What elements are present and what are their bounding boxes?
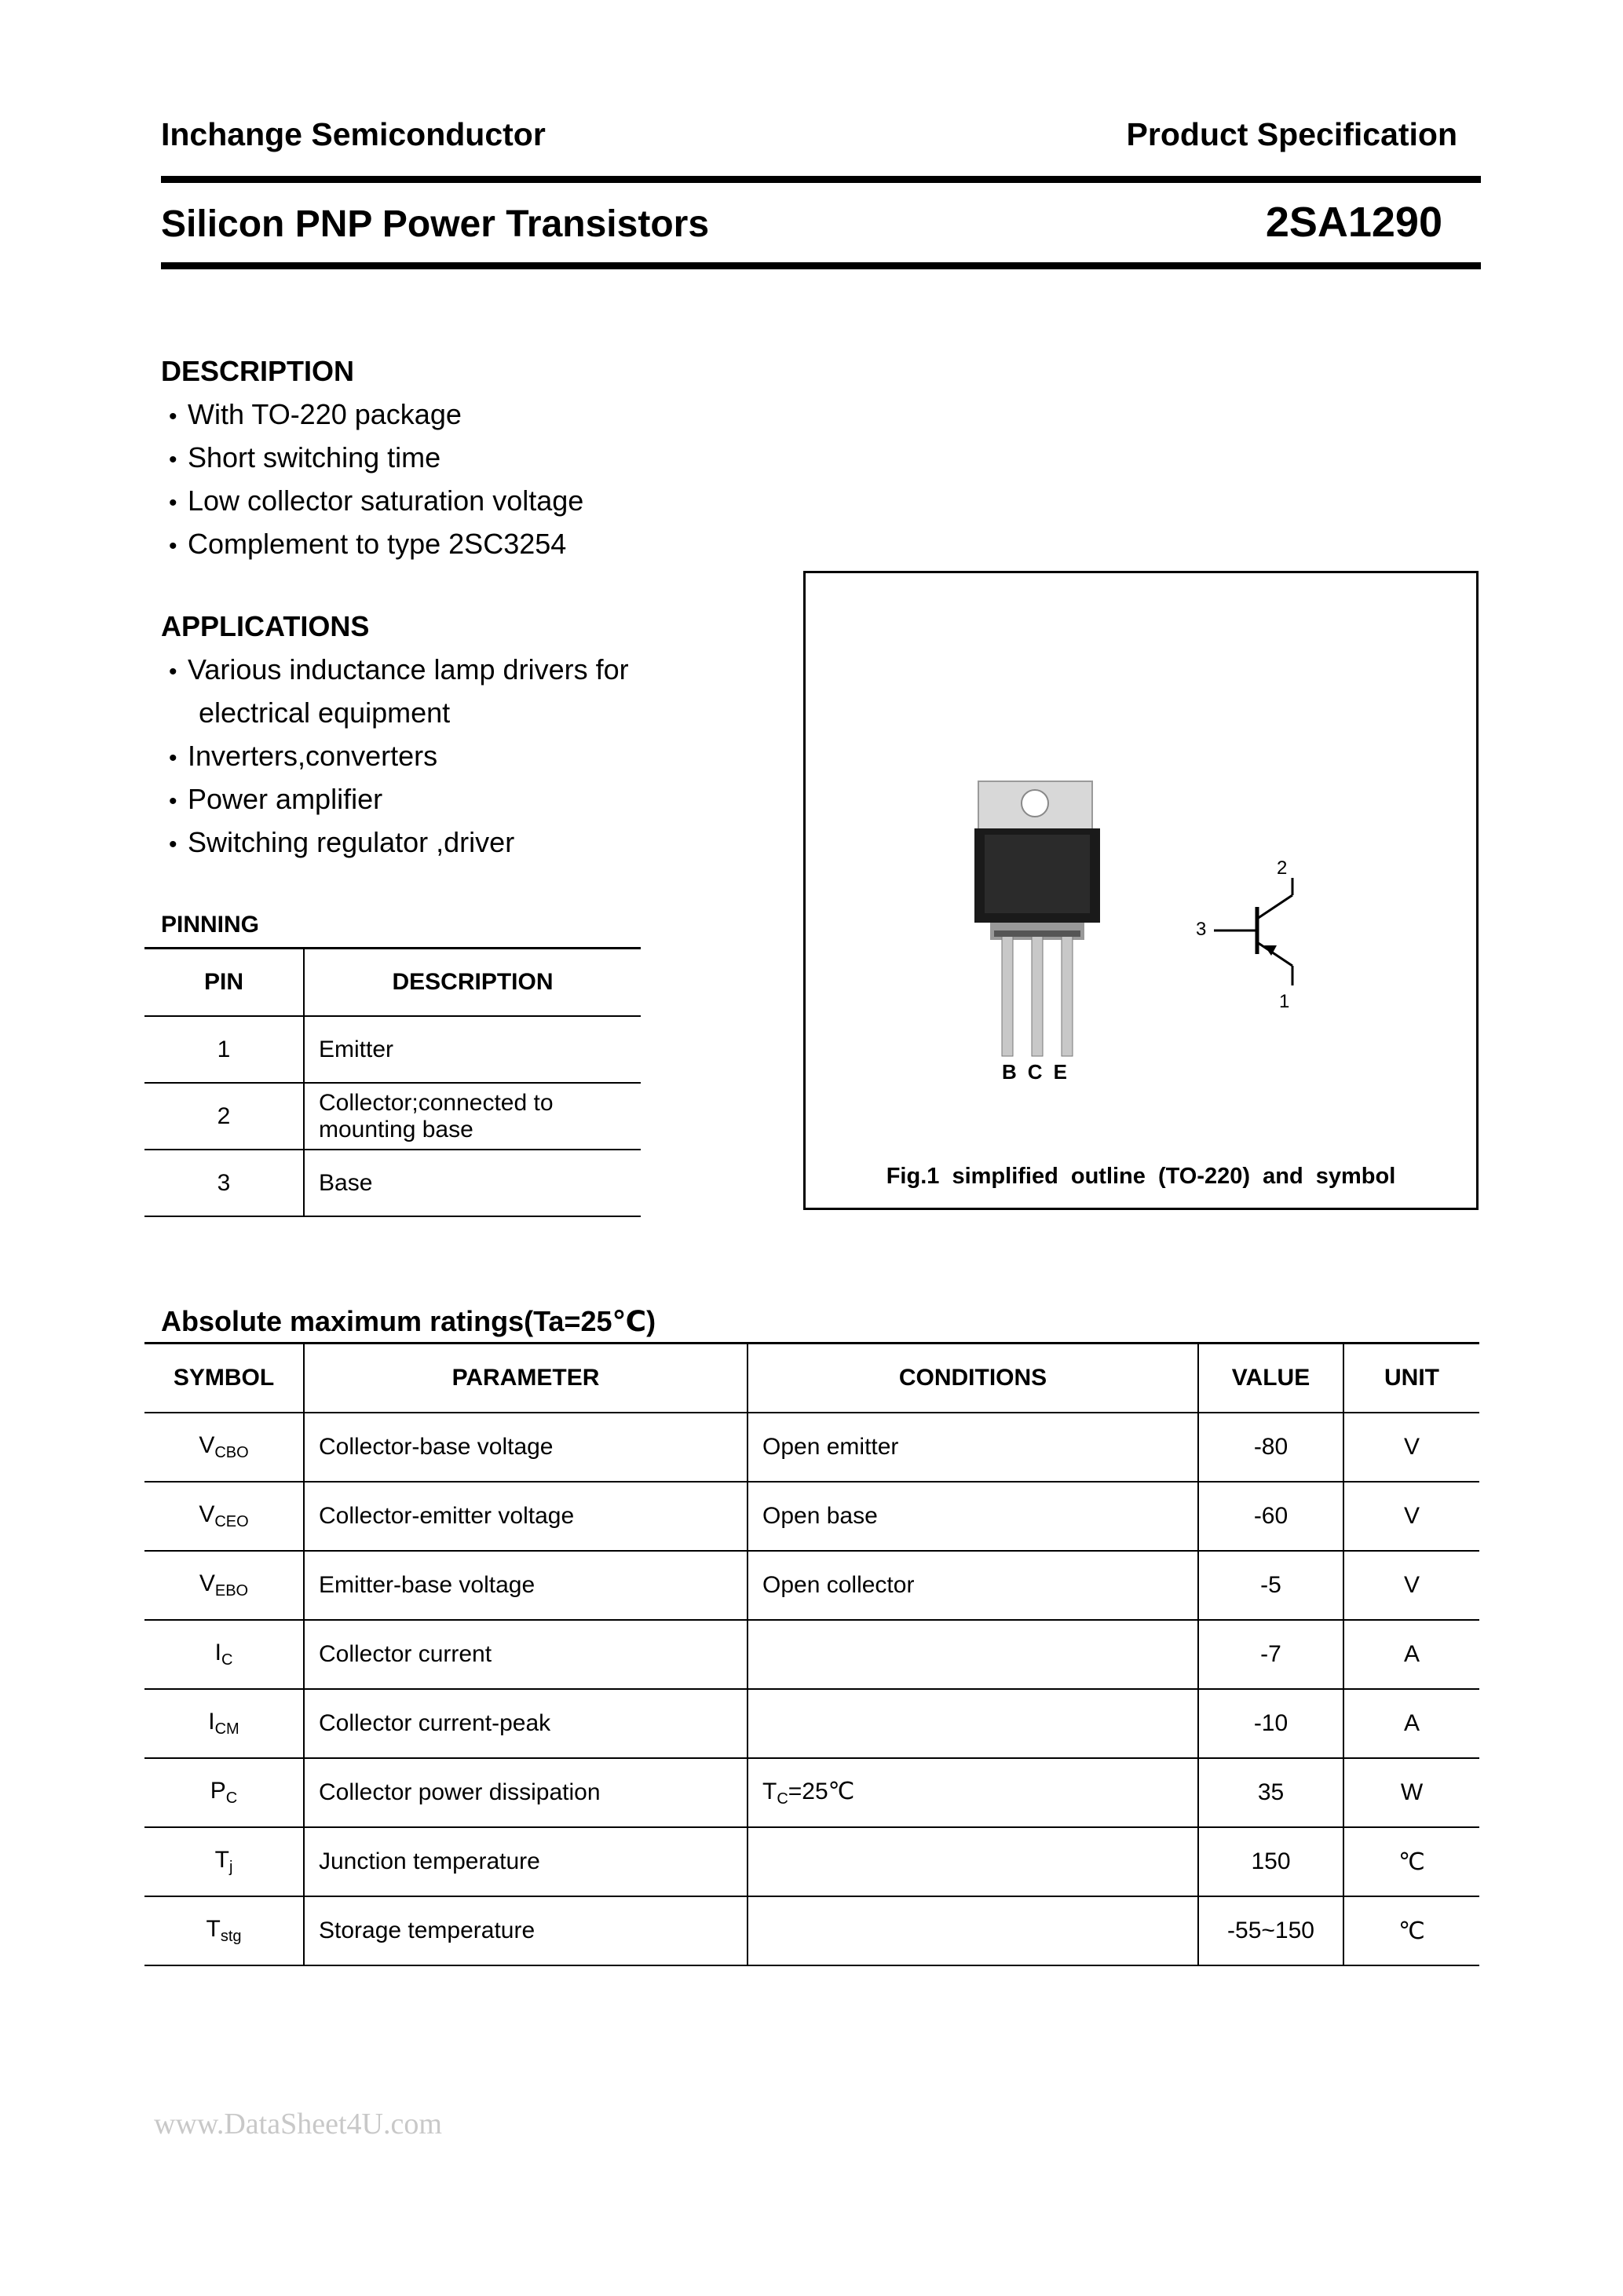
- part-number: 2SA1290: [1265, 199, 1442, 246]
- table-row: $T_j$ Junction temperature 150 ℃: [144, 1827, 1479, 1896]
- ratings-heading: Absolute maximum ratings(Ta=25℃): [161, 1305, 656, 1337]
- list-item: • Various inductance lamp drivers for: [169, 653, 629, 686]
- unit-column-header: UNIT: [1343, 1344, 1479, 1413]
- table-row: $T_{stg}$ Storage temperature -55~150 ℃: [144, 1896, 1479, 1965]
- list-item: • Power amplifier: [169, 783, 383, 815]
- table-row: $V_{CEO}$ Collector-emitter voltage Open base -60 V: [144, 1482, 1479, 1551]
- symbol-pin-label-1: 1: [1279, 991, 1290, 1012]
- pin-column-header: PIN: [144, 949, 304, 1017]
- table-row: $V_{EBO}$ Emitter-base voltage Open collector -5 V: [144, 1551, 1479, 1620]
- list-item: • Switching regulator ,driver: [169, 826, 515, 858]
- figure-box: [803, 571, 1479, 1210]
- applications-list: [169, 648, 629, 864]
- list-item: • Inverters,converters: [169, 740, 438, 772]
- document-type: Product Specification: [1126, 116, 1457, 152]
- description-list: [169, 393, 583, 565]
- table-row: $V_{CBO}$ Collector-base voltage Open emitter -80 V: [144, 1413, 1479, 1482]
- symbol-column-header: SYMBOL: [144, 1344, 304, 1413]
- table-row: 1 Emitter: [144, 1016, 641, 1083]
- conditions-column-header: CONDITIONS: [748, 1344, 1198, 1413]
- pinning-table: [144, 947, 641, 1217]
- symbol-pin-label-2: 2: [1277, 857, 1288, 879]
- table-row: 3 Base: [144, 1150, 641, 1216]
- value-column-header: VALUE: [1198, 1344, 1343, 1413]
- description-column-header: DESCRIPTION: [304, 949, 641, 1017]
- header-rule-top: [161, 176, 1481, 183]
- symbol-pin-label-3: 3: [1196, 919, 1207, 940]
- parameter-column-header: PARAMETER: [304, 1344, 748, 1413]
- header-rule-bottom: [161, 262, 1481, 269]
- page-title: Silicon PNP Power Transistors: [161, 203, 710, 245]
- list-item: electrical equipment: [199, 696, 451, 729]
- list-item: • Low collector saturation voltage: [169, 484, 584, 517]
- company-name: Inchange Semiconductor: [161, 116, 546, 152]
- ratings-table: [144, 1342, 1479, 1966]
- table-row: $P_C$ Collector power dissipation $T_C=25℃$ 35 W: [144, 1758, 1479, 1827]
- applications-heading: APPLICATIONS: [161, 610, 370, 642]
- figure-caption: Fig.1 simplified outline (TO-220) and symbol: [886, 1164, 1396, 1189]
- pinning-heading: PINNING: [161, 912, 260, 938]
- table-row: $I_{CM}$ Collector current-peak -10 A: [144, 1689, 1479, 1758]
- table-row: 2 Collector;connected to mounting base: [144, 1083, 641, 1150]
- table-row: $I_C$ Collector current -7 A: [144, 1620, 1479, 1689]
- list-item: • With TO-220 package: [169, 398, 462, 430]
- lead-labels: BCE: [1002, 1060, 1078, 1084]
- list-item: • Short switching time: [169, 441, 441, 473]
- watermark-link[interactable]: www.DataSheet4U.com: [154, 2108, 442, 2141]
- description-heading: DESCRIPTION: [161, 355, 355, 387]
- list-item: • Complement to type 2SC3254: [169, 528, 567, 560]
- to220-package-image: [963, 773, 1112, 1072]
